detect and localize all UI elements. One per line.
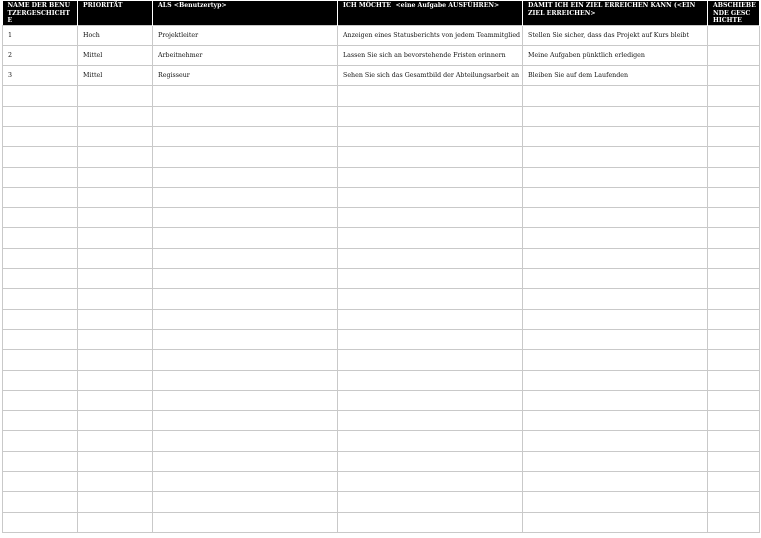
table-row-empty [3,147,760,167]
table-row-empty [3,411,760,431]
cell-goal[interactable] [523,289,708,309]
cell-story-name[interactable] [3,451,78,471]
cell-completed[interactable] [708,66,760,86]
cell-completed[interactable] [708,228,760,248]
cell-task[interactable] [338,289,523,309]
cell-completed[interactable] [708,309,760,329]
table-row-empty [3,309,760,329]
header-row [3,1,760,25]
table-row-empty [3,492,760,512]
cell-user-type[interactable] [153,86,338,106]
table-row-empty [3,472,760,492]
column-header-priority[interactable]: PRIORITÄT [78,1,153,25]
cell-user-type[interactable]: Regisseur [153,66,338,86]
cell-story-name[interactable] [3,228,78,248]
cell-goal[interactable] [523,147,708,167]
cell-user-type[interactable] [153,248,338,268]
cell-completed[interactable] [708,147,760,167]
cell-priority[interactable]: Mittel [78,66,153,86]
cell-priority[interactable] [78,451,153,471]
cell-priority[interactable]: Hoch [78,25,153,45]
cell-story-name[interactable] [3,187,78,207]
cell-story-name[interactable] [3,431,78,451]
table-row [3,45,760,65]
table-row-empty [3,167,760,187]
cell-story-name[interactable] [3,370,78,390]
user-story-table [2,1,760,533]
table-row-empty [3,248,760,268]
cell-task[interactable] [338,390,523,410]
cell-user-type[interactable]: Projektleiter [153,25,338,45]
cell-story-name[interactable] [3,167,78,187]
cell-priority[interactable] [78,411,153,431]
cell-task[interactable] [338,228,523,248]
table-body [3,25,760,532]
cell-task[interactable] [338,208,523,228]
cell-goal[interactable] [523,492,708,512]
table-row-empty [3,451,760,471]
cell-goal[interactable] [523,86,708,106]
column-header-completed-story[interactable]: ABSCHIEBENDE GESCHICHTE [708,1,760,25]
cell-task[interactable] [338,86,523,106]
cell-story-name[interactable] [3,147,78,167]
cell-goal[interactable] [523,248,708,268]
cell-task[interactable] [338,472,523,492]
cell-goal[interactable] [523,451,708,471]
cell-user-type[interactable] [153,512,338,532]
cell-user-type[interactable] [153,167,338,187]
column-header-i-want[interactable]: ICH MÖCHTE <eine Aufgabe AUSFÜHREN> [338,1,523,25]
cell-user-type[interactable] [153,208,338,228]
cell-story-name[interactable]: 3 [3,66,78,86]
cell-task[interactable] [338,269,523,289]
cell-completed[interactable] [708,451,760,471]
table-row-empty [3,228,760,248]
cell-story-name[interactable] [3,126,78,146]
cell-completed[interactable] [708,167,760,187]
cell-priority[interactable] [78,106,153,126]
cell-priority[interactable] [78,370,153,390]
cell-user-type[interactable] [153,472,338,492]
cell-story-name[interactable] [3,492,78,512]
cell-task[interactable] [338,350,523,370]
cell-goal[interactable] [523,350,708,370]
cell-user-type[interactable] [153,492,338,512]
cell-story-name[interactable] [3,248,78,268]
cell-task[interactable] [338,106,523,126]
column-header-as-user-type[interactable]: ALS <Benutzertyp> [153,1,338,25]
cell-priority[interactable] [78,86,153,106]
cell-priority[interactable] [78,228,153,248]
table-row [3,25,760,45]
cell-user-type[interactable] [153,329,338,349]
cell-story-name[interactable] [3,86,78,106]
cell-user-type[interactable] [153,451,338,471]
cell-completed[interactable] [708,512,760,532]
cell-completed[interactable] [708,492,760,512]
cell-story-name[interactable] [3,289,78,309]
cell-completed[interactable] [708,208,760,228]
cell-completed[interactable] [708,187,760,207]
cell-story-name[interactable] [3,208,78,228]
cell-completed[interactable] [708,126,760,146]
table-row-empty [3,329,760,349]
table-row-empty [3,512,760,532]
cell-story-name[interactable]: 2 [3,45,78,65]
cell-priority[interactable] [78,167,153,187]
cell-story-name[interactable] [3,309,78,329]
cell-goal[interactable]: Meine Aufgaben pünktlich erledigen [523,45,708,65]
table-row-empty [3,370,760,390]
table-row-empty [3,208,760,228]
cell-completed[interactable] [708,370,760,390]
cell-goal[interactable] [523,269,708,289]
cell-user-type[interactable] [153,411,338,431]
cell-user-type[interactable] [153,228,338,248]
cell-priority[interactable] [78,329,153,349]
cell-task[interactable] [338,512,523,532]
table-row [3,66,760,86]
cell-story-name[interactable]: 1 [3,25,78,45]
cell-goal[interactable] [523,329,708,349]
cell-story-name[interactable] [3,329,78,349]
cell-task[interactable] [338,309,523,329]
cell-task[interactable] [338,167,523,187]
table-row-empty [3,289,760,309]
cell-priority[interactable] [78,472,153,492]
cell-completed[interactable] [708,411,760,431]
cell-goal[interactable] [523,431,708,451]
cell-user-type[interactable] [153,370,338,390]
cell-story-name[interactable] [3,390,78,410]
cell-user-type[interactable] [153,269,338,289]
cell-completed[interactable] [708,431,760,451]
cell-goal[interactable] [523,106,708,126]
column-header-story-name[interactable]: NAME DER BENUTZERGESCHICHTE [3,1,78,25]
cell-goal[interactable] [523,167,708,187]
cell-story-name[interactable] [3,512,78,532]
cell-completed[interactable] [708,269,760,289]
cell-task[interactable] [338,431,523,451]
cell-completed[interactable] [708,106,760,126]
cell-priority[interactable] [78,187,153,207]
column-header-so-that[interactable]: DAMIT ICH EIN ZIEL ERREICHEN KANN (<EIN ZIEL ERREICHEN> [523,1,708,25]
cell-goal[interactable] [523,390,708,410]
table-row-empty [3,390,760,410]
cell-goal[interactable] [523,187,708,207]
cell-goal[interactable] [523,370,708,390]
cell-story-name[interactable] [3,472,78,492]
cell-user-type[interactable] [153,390,338,410]
cell-completed[interactable] [708,390,760,410]
cell-goal[interactable] [523,472,708,492]
cell-completed[interactable] [708,25,760,45]
cell-priority[interactable] [78,269,153,289]
table-row-empty [3,106,760,126]
table-row-empty [3,350,760,370]
cell-goal[interactable]: Bleiben Sie auf dem Laufenden [523,66,708,86]
cell-user-type[interactable] [153,289,338,309]
cell-story-name[interactable] [3,411,78,431]
cell-completed[interactable] [708,289,760,309]
table-row-empty [3,269,760,289]
cell-priority[interactable] [78,289,153,309]
cell-priority[interactable]: Mittel [78,45,153,65]
cell-priority[interactable] [78,309,153,329]
table-row-empty [3,187,760,207]
cell-user-type[interactable] [153,350,338,370]
cell-priority[interactable] [78,147,153,167]
cell-goal[interactable] [523,126,708,146]
table-row-empty [3,86,760,106]
cell-completed[interactable] [708,472,760,492]
cell-priority[interactable] [78,126,153,146]
cell-task[interactable] [338,187,523,207]
cell-task[interactable]: Sehen Sie sich das Gesamtbild der Abteilungsarbeit an [338,66,523,86]
cell-priority[interactable] [78,390,153,410]
user-story-sheet [2,1,759,533]
cell-user-type[interactable]: Arbeitnehmer [153,45,338,65]
cell-user-type[interactable] [153,309,338,329]
cell-user-type[interactable] [153,431,338,451]
cell-goal[interactable] [523,208,708,228]
cell-task[interactable] [338,248,523,268]
cell-goal[interactable] [523,228,708,248]
cell-completed[interactable] [708,86,760,106]
cell-goal[interactable] [523,512,708,532]
cell-story-name[interactable] [3,350,78,370]
cell-goal[interactable]: Stellen Sie sicher, dass das Projekt auf Kurs bleibt [523,25,708,45]
cell-task[interactable] [338,147,523,167]
cell-goal[interactable] [523,309,708,329]
cell-task[interactable] [338,329,523,349]
cell-user-type[interactable] [153,106,338,126]
cell-task[interactable] [338,126,523,146]
cell-task[interactable] [338,411,523,431]
cell-completed[interactable] [708,248,760,268]
table-row-empty [3,126,760,146]
cell-priority[interactable] [78,512,153,532]
cell-completed[interactable] [708,350,760,370]
cell-story-name[interactable] [3,269,78,289]
cell-priority[interactable] [78,350,153,370]
cell-task[interactable]: Anzeigen eines Statusberichts von jedem Teammitglied [338,25,523,45]
cell-priority[interactable] [78,248,153,268]
cell-completed[interactable] [708,329,760,349]
cell-task[interactable] [338,451,523,471]
table-row-empty [3,431,760,451]
cell-completed[interactable] [708,45,760,65]
cell-user-type[interactable] [153,126,338,146]
cell-story-name[interactable] [3,106,78,126]
cell-user-type[interactable] [153,187,338,207]
cell-priority[interactable] [78,208,153,228]
cell-goal[interactable] [523,411,708,431]
cell-task[interactable] [338,492,523,512]
cell-task[interactable]: Lassen Sie sich an bevorstehende Fristen erinnern [338,45,523,65]
cell-user-type[interactable] [153,147,338,167]
cell-priority[interactable] [78,492,153,512]
cell-priority[interactable] [78,431,153,451]
cell-task[interactable] [338,370,523,390]
